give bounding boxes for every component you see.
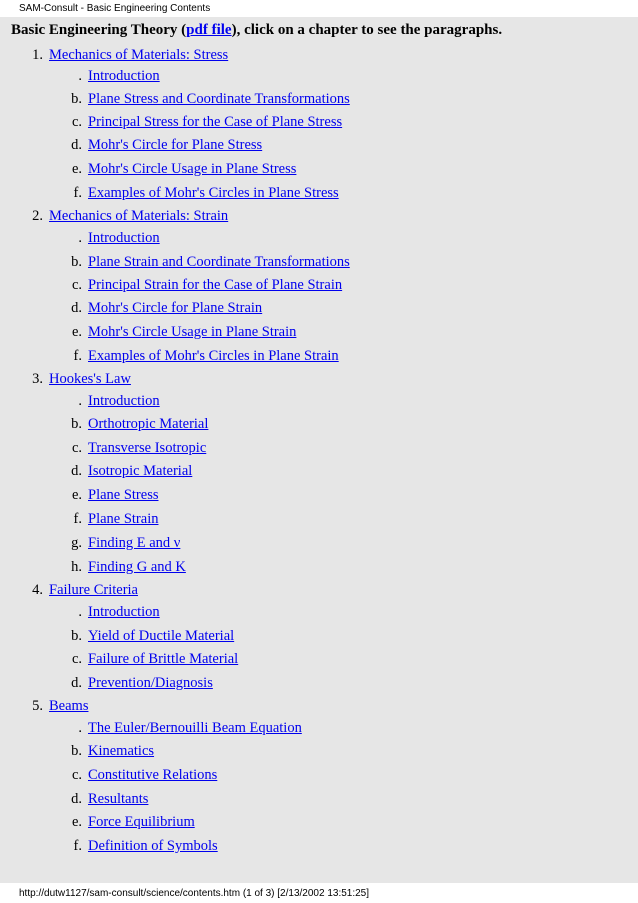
section-link[interactable]: Failure of Brittle Material [88,651,239,667]
section-marker: d. [71,137,82,153]
section-marker: b. [71,628,82,644]
section-link[interactable]: Introduction [88,230,160,246]
section-marker: c. [71,767,82,783]
section-marker: . [78,720,82,736]
section-marker: e. [71,487,82,503]
section-marker: d. [71,675,82,691]
section-link[interactable]: Mohr's Circle Usage in Plane Strain [88,324,297,340]
section-marker: b. [71,416,82,432]
pdf-file-link[interactable]: pdf file [186,22,232,38]
section-link[interactable]: Plane Stress [88,487,159,503]
section-link[interactable]: Mohr's Circle Usage in Plane Stress [88,161,297,177]
section-marker: f. [73,838,82,854]
chapter-link[interactable]: Mechanics of Materials: Strain [49,208,229,224]
section-marker: d. [71,791,82,807]
section-marker: . [78,604,82,620]
section-link[interactable]: Plane Strain [88,511,159,527]
table-of-contents [0,17,638,883]
chapter-number: 1. [32,47,43,63]
chapter-number: 5. [32,698,43,714]
section-marker: d. [71,300,82,316]
section-link[interactable]: Definition of Symbols [88,838,218,854]
section-marker: c. [71,440,82,456]
section-marker: f. [73,511,82,527]
section-link[interactable]: Resultants [88,791,149,807]
section-link[interactable]: Examples of Mohr's Circles in Plane Strain [88,348,339,364]
section-link[interactable]: Force Equilibrium [88,814,195,830]
section-marker: g. [71,535,82,551]
section-link[interactable]: Introduction [88,393,160,409]
print-header: SAM-Consult - Basic Engineering Contents [19,3,211,14]
page-title-suffix: ), click on a chapter to see the paragraphs. [231,22,503,38]
section-link[interactable]: Introduction [88,604,160,620]
section-link[interactable]: Plane Strain and Coordinate Transformations [88,254,350,270]
section-link[interactable]: Transverse Isotropic [88,440,207,456]
section-link[interactable]: Yield of Ductile Material [88,628,235,644]
chapter-link[interactable]: Beams [49,698,89,714]
section-marker: h. [71,559,82,575]
document-page [0,17,638,883]
chapter-link[interactable]: Mechanics of Materials: Stress [49,47,229,63]
section-marker: f. [73,348,82,364]
section-marker: . [78,68,82,84]
section-link[interactable]: Constitutive Relations [88,767,218,783]
section-marker: b. [71,743,82,759]
section-marker: c. [71,277,82,293]
section-marker: b. [71,254,82,270]
section-link[interactable]: Prevention/Diagnosis [88,675,213,691]
section-link[interactable]: Mohr's Circle for Plane Stress [88,137,263,153]
chapter-number: 3. [32,371,43,387]
chapter-link[interactable]: Failure Criteria [49,582,138,598]
section-marker: c. [71,651,82,667]
section-link[interactable]: Plane Stress and Coordinate Transformations [88,91,350,107]
section-link[interactable]: Principal Stress for the Case of Plane Stress [88,114,343,130]
section-marker: f. [73,185,82,201]
section-link[interactable]: Finding E and ν [88,535,181,551]
section-link[interactable]: Mohr's Circle for Plane Strain [88,300,263,316]
section-marker: d. [71,463,82,479]
section-marker: e. [71,814,82,830]
page-title-prefix: Basic Engineering Theory ( [11,22,187,38]
section-marker: e. [71,324,82,340]
section-link[interactable]: Introduction [88,68,160,84]
section-marker: c. [71,114,82,130]
section-marker: . [78,230,82,246]
section-link[interactable]: The Euler/Bernouilli Beam Equation [88,720,302,736]
section-link[interactable]: Examples of Mohr's Circles in Plane Stress [88,185,339,201]
section-link[interactable]: Kinematics [88,743,155,759]
section-link[interactable]: Principal Strain for the Case of Plane Strain [88,277,343,293]
section-link[interactable]: Finding G and K [88,559,186,575]
chapter-number: 2. [32,208,43,224]
section-marker: e. [71,161,82,177]
chapter-link[interactable]: Hookes's Law [49,371,131,387]
section-marker: . [78,393,82,409]
section-link[interactable]: Orthotropic Material [88,416,209,432]
section-link[interactable]: Isotropic Material [88,463,193,479]
section-marker: b. [71,91,82,107]
chapter-number: 4. [32,582,43,598]
print-footer: http://dutw1127/sam-consult/science/contents.htm (1 of 3) [2/13/2002 13:51:25] [19,888,370,899]
